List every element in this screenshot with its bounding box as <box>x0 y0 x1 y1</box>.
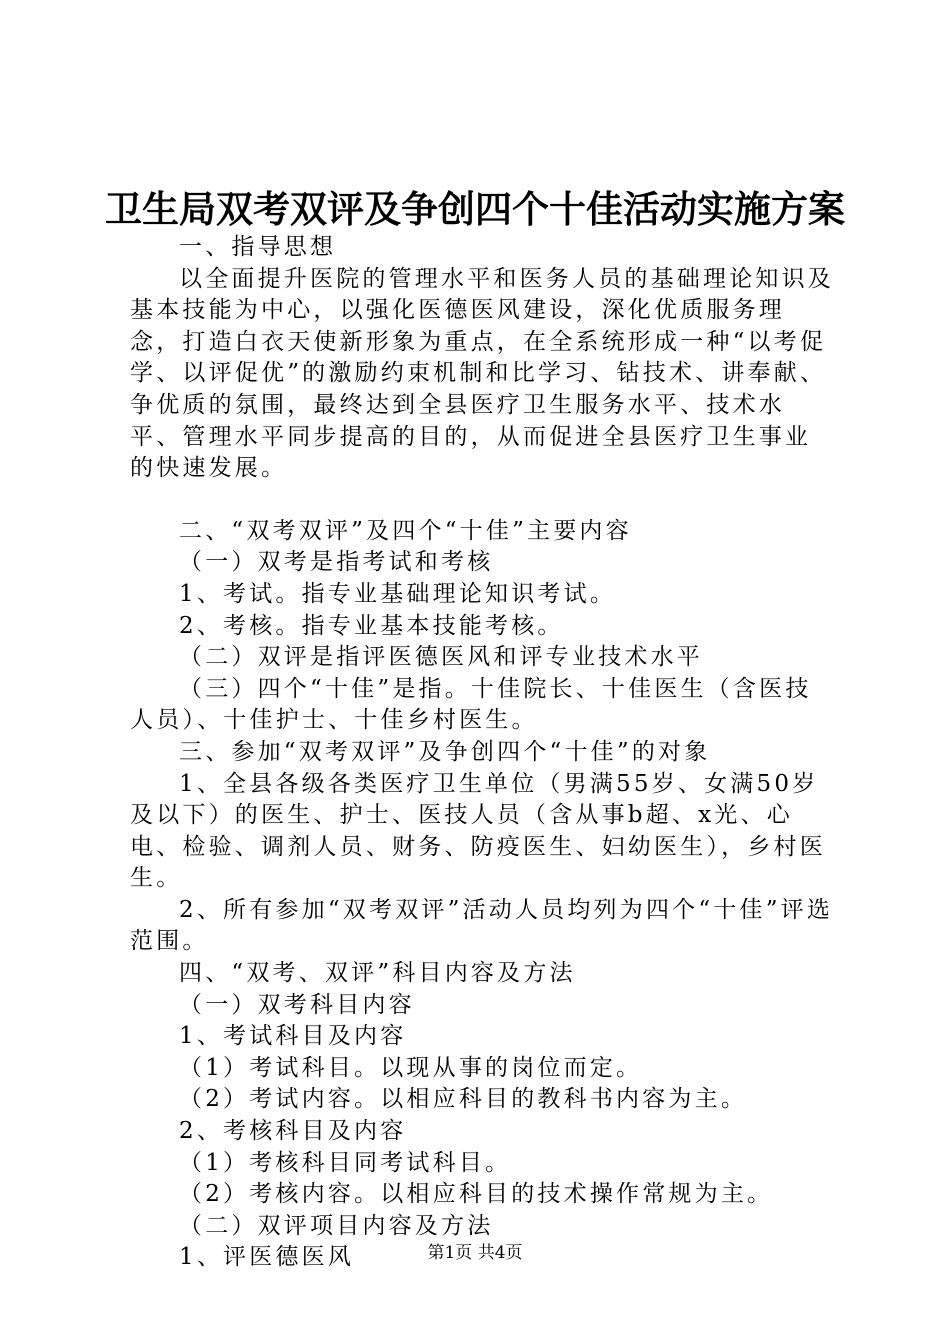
subsection-heading: （一）双考是指考试和考核 <box>179 549 494 576</box>
document-title: 卫生局双考双评及争创四个十佳活动实施方案 <box>105 187 845 231</box>
paragraph-guiding-thought: 以全面提升医院的管理水平和医务人员的基础理论知识及基本技能为中心，以强化医德医风建设，深化优质服务理念，打造白衣天使新形象为重点，在全系统形成一种“以考促学、以评促优”的激励约束机制和比学习、钻技术、讲奉献、争优质的氛围，最终达到全县医疗卫生服务水平、技术水平、管理水平同步提高的目的，从而促进全县医疗卫生事业的快速发展。 <box>130 265 834 482</box>
section-heading-3: 三、参加“双考双评”及争创四个“十佳”的对象 <box>179 738 711 765</box>
list-item: 2、所有参加“双考双评”活动人员均列为四个“十佳”评选范围。 <box>130 896 834 955</box>
list-subitem: （1）考试科目。以现从事的岗位而定。 <box>179 1054 643 1081</box>
list-item: 1、考试科目及内容 <box>179 1023 407 1050</box>
list-item: 2、考核科目及内容 <box>179 1118 407 1145</box>
list-subitem: （1）考核科目同考试科目。 <box>179 1149 512 1176</box>
page-number-footer: 第1页 共4页 <box>427 1243 523 1263</box>
list-subitem: （2）考试内容。以相应科目的教科书内容为主。 <box>179 1086 748 1113</box>
section-heading-4: 四、“双考、双评”科目内容及方法 <box>179 960 576 987</box>
paragraph-gap <box>130 485 835 516</box>
subsection-heading: （二）双评项目内容及方法 <box>179 1212 494 1239</box>
subsection-heading: （三）四个“十佳”是指。十佳院长、十佳医生（含医技人员）、十佳护士、十佳乡村医生。 <box>130 675 812 734</box>
section-heading-2: 二、“双考双评”及四个“十佳”主要内容 <box>179 517 632 544</box>
subsection-heading: （一）双考科目内容 <box>179 991 415 1018</box>
list-subitem: （2）考核内容。以相应科目的技术操作常规为主。 <box>179 1181 774 1208</box>
document-body <box>130 232 835 1274</box>
section-heading-1: 一、指导思想 <box>179 234 337 260</box>
list-item: 2、考核。指专业基本技能考核。 <box>179 612 564 639</box>
subsection-heading: （二）双评是指评医德医风和评专业技术水平 <box>179 644 703 671</box>
list-item: 1、全县各级各类医疗卫生单位（男满55岁、女满50岁及以下）的医生、护士、医技人员（含从事b超、x光、心电、检验、调剂人员、财务、防疫医生、妇幼医生），乡村医生。 <box>130 770 826 892</box>
list-item: 1、考试。指专业基础理论知识考试。 <box>179 580 617 607</box>
list-item: 1、评医德医风 <box>179 1244 355 1271</box>
